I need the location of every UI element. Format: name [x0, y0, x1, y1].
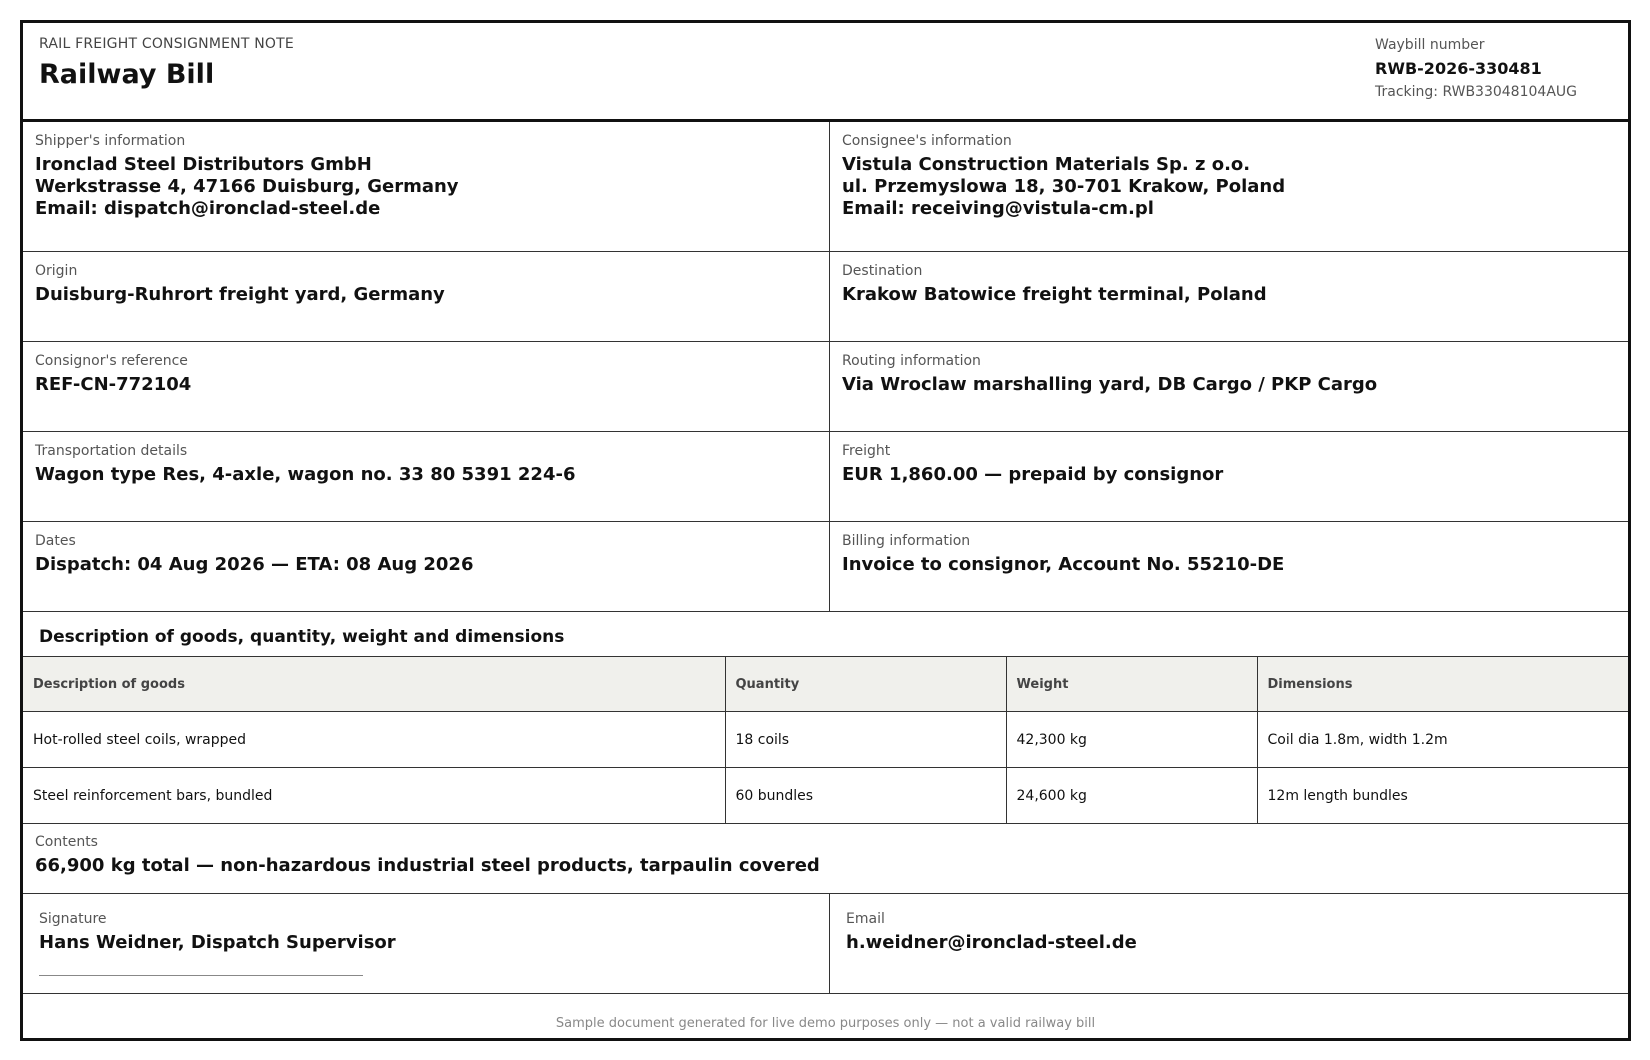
transportation-label: Transportation details — [35, 443, 188, 459]
dates-cell — [23, 522, 830, 611]
goods-table-header-row — [23, 657, 1628, 712]
goods-quantity: 18 coils — [725, 712, 1006, 768]
freight-value: EUR 1,860.00 — prepaid by consignor — [842, 464, 1224, 485]
freight-cell — [830, 432, 1628, 521]
signature-cell — [23, 894, 830, 993]
billing-cell — [830, 522, 1628, 611]
footer-disclaimer: Sample document generated for live demo purposes only — not a valid railway bill — [555, 1016, 1096, 1031]
consignee-email: Email: receiving@vistula-cm.pl — [842, 198, 1154, 219]
destination-cell — [830, 252, 1628, 341]
consignor-reference-label: Consignor's reference — [35, 353, 188, 369]
billing-label: Billing information — [842, 533, 971, 549]
destination-label: Destination — [842, 263, 923, 279]
tracking-number: Tracking: RWB33048104AUG — [1375, 84, 1577, 100]
routing-value: Via Wroclaw marshalling yard, DB Cargo / PKP Cargo — [842, 374, 1378, 395]
shipper-name: Ironclad Steel Distributors GmbH — [35, 154, 372, 175]
column-header-description: Description of goods — [23, 657, 725, 712]
railway-bill-document — [20, 20, 1631, 1041]
goods-dimensions: 12m length bundles — [1257, 768, 1628, 824]
goods-description: Steel reinforcement bars, bundled — [23, 768, 725, 824]
column-header-weight: Weight — [1006, 657, 1257, 712]
signer-email-value: h.weidner@ironclad-steel.de — [846, 932, 1137, 953]
origin-destination-row — [23, 252, 1628, 342]
billing-value: Invoice to consignor, Account No. 55210-DE — [842, 554, 1285, 575]
shipper-details — [35, 154, 817, 220]
goods-table — [23, 656, 1628, 824]
contents-label: Contents — [35, 834, 98, 850]
goods-dimensions: Coil dia 1.8m, width 1.2m — [1257, 712, 1628, 768]
dates-label: Dates — [35, 533, 76, 549]
routing-label: Routing information — [842, 353, 981, 369]
consignor-reference-value: REF-CN-772104 — [35, 374, 192, 395]
shipper-address: Werkstrasse 4, 47166 Duisburg, Germany — [35, 176, 459, 197]
destination-value: Krakow Batowice freight terminal, Poland — [842, 284, 1267, 305]
consignee-details — [842, 154, 1616, 220]
signature-row — [23, 894, 1628, 994]
dates-billing-row — [23, 522, 1628, 612]
consignee-cell — [830, 122, 1628, 251]
dates-value: Dispatch: 04 Aug 2026 — ETA: 08 Aug 2026 — [35, 554, 474, 575]
signature-line — [39, 975, 363, 976]
parties-row — [23, 122, 1628, 252]
origin-label: Origin — [35, 263, 78, 279]
shipper-label: Shipper's information — [35, 133, 186, 149]
transport-freight-row — [23, 432, 1628, 522]
goods-description: Hot-rolled steel coils, wrapped — [23, 712, 725, 768]
signature-name: Hans Weidner, Dispatch Supervisor — [39, 932, 396, 953]
signer-email-label: Email — [846, 911, 885, 927]
shipper-cell — [23, 122, 830, 251]
shipper-email: Email: dispatch@ironclad-steel.de — [35, 198, 381, 219]
signature-label: Signature — [39, 911, 107, 927]
goods-quantity: 60 bundles — [725, 768, 1006, 824]
transportation-cell — [23, 432, 830, 521]
origin-cell — [23, 252, 830, 341]
consignor-reference-cell — [23, 342, 830, 431]
goods-weight: 42,300 kg — [1006, 712, 1257, 768]
transportation-value: Wagon type Res, 4-axle, wagon no. 33 80 5391 224-6 — [35, 464, 576, 485]
reference-routing-row — [23, 342, 1628, 432]
waybill-label: Waybill number — [1375, 37, 1485, 53]
column-header-quantity: Quantity — [725, 657, 1006, 712]
consignee-label: Consignee's information — [842, 133, 1012, 149]
consignee-name: Vistula Construction Materials Sp. z o.o. — [842, 154, 1251, 175]
goods-section-heading: Description of goods, quantity, weight and dimensions — [39, 627, 565, 647]
origin-value: Duisburg-Ruhrort freight yard, Germany — [35, 284, 445, 305]
waybill-block — [1375, 37, 1577, 100]
document-title: Railway Bill — [39, 59, 215, 90]
routing-cell — [830, 342, 1628, 431]
column-header-dimensions: Dimensions — [1257, 657, 1628, 712]
contents-cell — [23, 824, 1628, 894]
document-header — [23, 23, 1628, 122]
goods-weight: 24,600 kg — [1006, 768, 1257, 824]
document-type: RAIL FREIGHT CONSIGNMENT NOTE — [39, 36, 294, 52]
waybill-number: RWB-2026-330481 — [1375, 59, 1542, 78]
contents-value: 66,900 kg total — non-hazardous industrial steel products, tarpaulin covered — [35, 855, 820, 876]
signer-email-cell — [830, 894, 1628, 993]
freight-label: Freight — [842, 443, 891, 459]
consignee-address: ul. Przemyslowa 18, 30-701 Krakow, Poland — [842, 176, 1286, 197]
table-row — [23, 712, 1628, 768]
table-row — [23, 768, 1628, 824]
